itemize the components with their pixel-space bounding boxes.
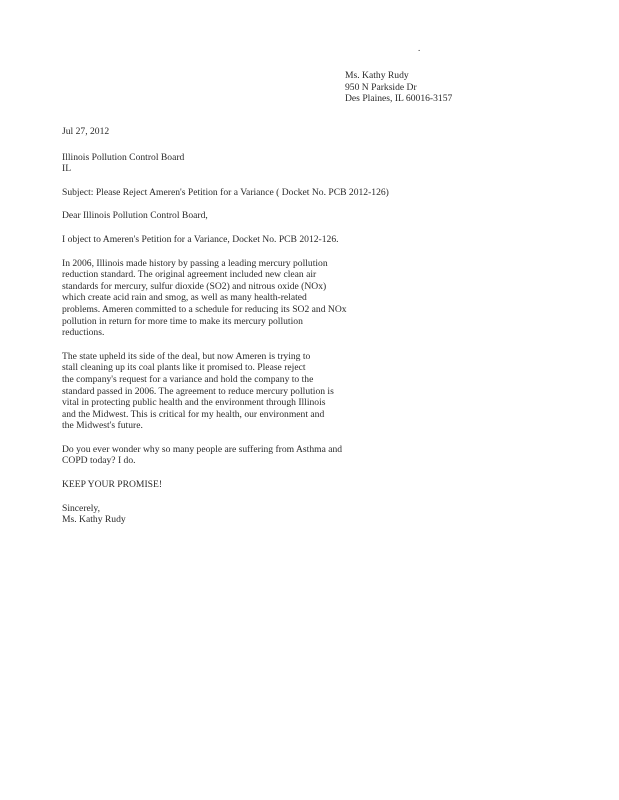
- paragraph-line: the company's request for a variance and hold the company to the: [62, 373, 314, 385]
- paragraph-line: standard passed in 2006. The agreement to reduce mercury pollution is: [62, 385, 334, 397]
- paragraph-line: Do you ever wonder why so many people are suffering from Asthma and: [62, 443, 343, 455]
- letter-date: Jul 27, 2012: [62, 126, 110, 137]
- signature: Ms. Kathy Rudy: [62, 514, 126, 526]
- paragraph-line: COPD today? I do.: [62, 455, 136, 467]
- paragraph-line: stall cleaning up its coal plants like it promised to. Please reject: [62, 362, 306, 374]
- paragraph-line: the Midwest's future.: [62, 420, 143, 432]
- letter-content: [62, 126, 392, 526]
- sender-name: Ms. Kathy Rudy: [345, 70, 409, 81]
- paragraph-line: and the Midwest. This is critical for my health, our environment and: [62, 408, 325, 420]
- recipient-state: IL: [62, 163, 72, 175]
- paragraph-line: The state upheld its side of the deal, but now Ameren is trying to: [62, 350, 311, 362]
- subject-line: Subject: Please Reject Ameren's Petition for a Variance ( Docket No. PCB 2012-126): [62, 186, 389, 198]
- paragraph-line: which create acid rain and smog, as well as many health-related: [62, 292, 307, 304]
- salutation: Dear Illinois Pollution Control Board,: [62, 210, 208, 222]
- page-mark: .: [418, 43, 421, 53]
- paragraph-line: vital in protecting public health and the environment through Illinois: [62, 397, 326, 409]
- paragraph-question: [62, 444, 392, 467]
- paragraph-request: [62, 351, 392, 432]
- paragraph-line: problems. Ameren committed to a schedule for reducing its SO2 and NOx: [62, 303, 347, 315]
- sender-street: 950 N Parkside Dr: [345, 81, 417, 93]
- paragraph-line: reductions.: [62, 327, 105, 339]
- closing: Sincerely,: [62, 502, 101, 514]
- paragraph-line: standards for mercury, sulfur dioxide (SO2) and nitrous oxide (NOx): [62, 280, 327, 292]
- paragraph-history: [62, 258, 392, 339]
- paragraph-line: pollution in return for more time to make its mercury pollution: [62, 315, 303, 327]
- intro-line: I object to Ameren's Petition for a Variance, Docket No. PCB 2012-126.: [62, 233, 339, 245]
- sender-address: [345, 70, 615, 105]
- emphasis-line: KEEP YOUR PROMISE!: [62, 479, 163, 491]
- paragraph-line: In 2006, Illinois made history by passing a leading mercury pollution: [62, 257, 328, 269]
- sender-city: Des Plaines, IL 60016-3157: [345, 93, 453, 105]
- recipient-org: Illinois Pollution Control Board: [62, 151, 185, 163]
- paragraph-line: reduction standard. The original agreement included new clean air: [62, 269, 317, 281]
